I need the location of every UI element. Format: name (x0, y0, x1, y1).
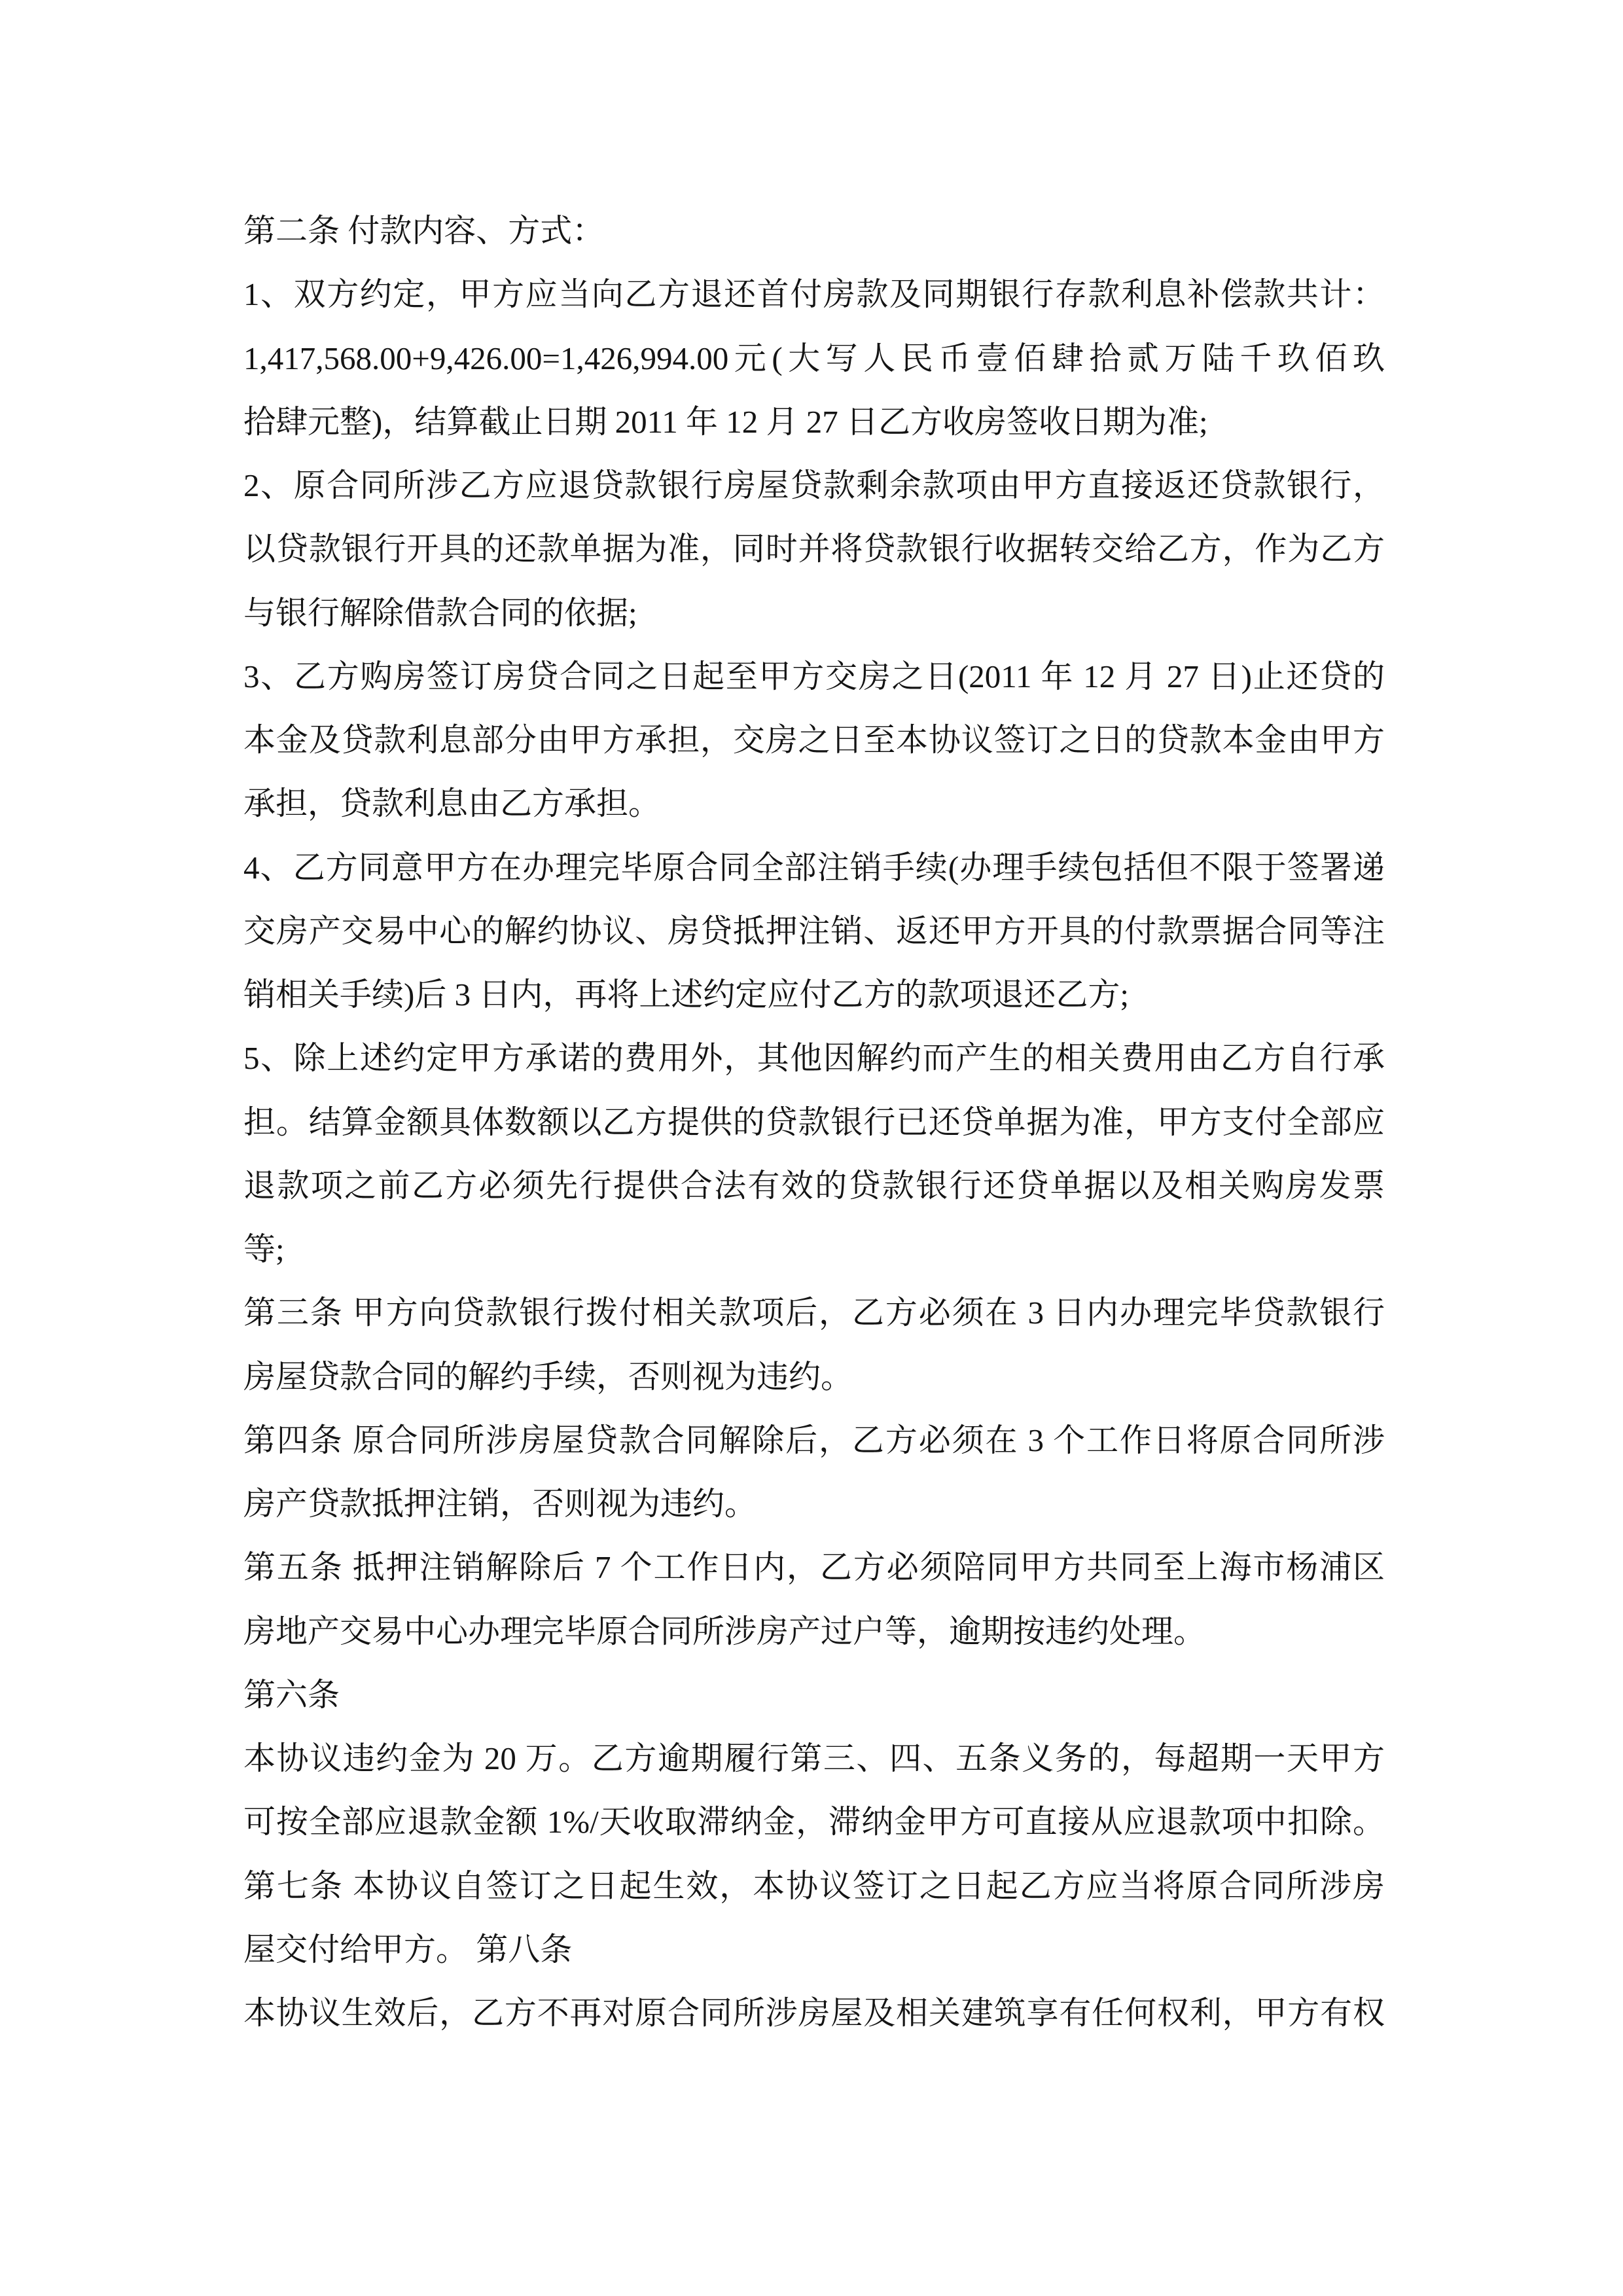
paragraph-line: 交房产交易中心的解约协议、房贷抵押注销、返还甲方开具的付款票据合同等注 (243, 912, 1385, 949)
paragraph-line: 3、乙方购房签订房贷合同之日起至甲方交房之日(2011 年 12 月 27 日)止还贷的 (243, 658, 1385, 694)
paragraph-line: 拾肆元整)，结算截止日期 2011 年 12 月 27 日乙方收房签收日期为准; (243, 403, 1208, 440)
paragraph-line: 第三条 甲方向贷款银行拨付相关款项后，乙方必须在 3 日内办理完毕贷款银行 (243, 1295, 1385, 1331)
paragraph-line: 可按全部应退款金额 1%/天收取滞纳金，滞纳金甲方可直接从应退款项中扣除。 (243, 1804, 1385, 1840)
paragraph-line: 房屋贷款合同的解约手续，否则视为违约。 (243, 1358, 853, 1395)
article-6-paragraph (243, 1727, 1385, 1854)
paragraph-line: 本协议违约金为 20 万。乙方逾期履行第三、四、五条义务的，每超期一天甲方 (243, 1740, 1385, 1776)
paragraph-line: 2、原合同所涉乙方应退贷款银行房屋贷款剩余款项由甲方直接返还贷款银行， (243, 467, 1385, 503)
paragraph-line: 第五条 抵押注销解除后 7 个工作日内，乙方必须陪同甲方共同至上海市杨浦区 (243, 1549, 1385, 1586)
paragraph-line: 5、除上述约定甲方承诺的费用外，其他因解约而产生的相关费用由乙方自行承 (243, 1040, 1385, 1077)
paragraph-line: 1、双方约定，甲方应当向乙方退还首付房款及同期银行存款利息补偿款共计： (243, 276, 1385, 313)
paragraph-line: 第七条 本协议自签订之日起生效，本协议签订之日起乙方应当将原合同所涉房 (243, 1867, 1385, 1904)
item-1-paragraph (243, 262, 1385, 454)
paragraph-line: 4、乙方同意甲方在办理完毕原合同全部注销手续(办理手续包括但不限于签署递 (243, 849, 1385, 886)
paragraph-line: 屋交付给甲方。 第八条 (243, 1931, 573, 1967)
article-3-paragraph (243, 1281, 1385, 1408)
article-5-paragraph (243, 1535, 1385, 1663)
article-4-paragraph (243, 1408, 1385, 1536)
paragraph-line: 本金及贷款利息部分由甲方承担，交房之日至本协议签订之日的贷款本金由甲方 (243, 722, 1385, 758)
item-5-paragraph (243, 1026, 1385, 1281)
document-body (243, 199, 1385, 2045)
paragraph-line: 担。结算金额具体数额以乙方提供的贷款银行已还贷单据为准，甲方支付全部应 (243, 1103, 1385, 1140)
paragraph-line: 退款项之前乙方必须先行提供合法有效的贷款银行还贷单据以及相关购房发票 (243, 1167, 1385, 1204)
article-7-paragraph (243, 1854, 1385, 1982)
item-3-paragraph (243, 645, 1385, 836)
paragraph-line: 1,417,568.00+9,426.00=1,426,994.00元(大写人民币壹佰肆拾贰万陆千玖佰玖 (243, 340, 1385, 376)
paragraph-line: 第六条 (243, 1676, 340, 1713)
paragraph-line: 第二条 付款内容、方式： (243, 213, 605, 249)
paragraph-line: 第四条 原合同所涉房屋贷款合同解除后，乙方必须在 3 个工作日将原合同所涉 (243, 1422, 1385, 1458)
article-6-heading (243, 1663, 1385, 1727)
paragraph-line: 房地产交易中心办理完毕原合同所涉房产过户等，逾期按违约处理。 (243, 1613, 1206, 1649)
article-8-paragraph (243, 1981, 1385, 2045)
item-2-paragraph (243, 454, 1385, 645)
paragraph-line: 等; (243, 1231, 285, 1267)
paragraph-line: 以贷款银行开具的还款单据为准，同时并将贷款银行收据转交给乙方，作为乙方 (243, 531, 1385, 567)
paragraph-line: 销相关手续)后 3 日内，再将上述约定应付乙方的款项退还乙方; (243, 977, 1129, 1013)
paragraph-line: 承担，贷款利息由乙方承担。 (243, 785, 661, 822)
article-2-heading (243, 199, 1385, 262)
paragraph-line: 与银行解除借款合同的依据; (243, 594, 637, 631)
paragraph-line: 本协议生效后，乙方不再对原合同所涉房屋及相关建筑享有任何权利，甲方有权 (243, 1995, 1385, 2031)
item-4-paragraph (243, 836, 1385, 1027)
paragraph-line: 房产贷款抵押注销，否则视为违约。 (243, 1486, 757, 1522)
